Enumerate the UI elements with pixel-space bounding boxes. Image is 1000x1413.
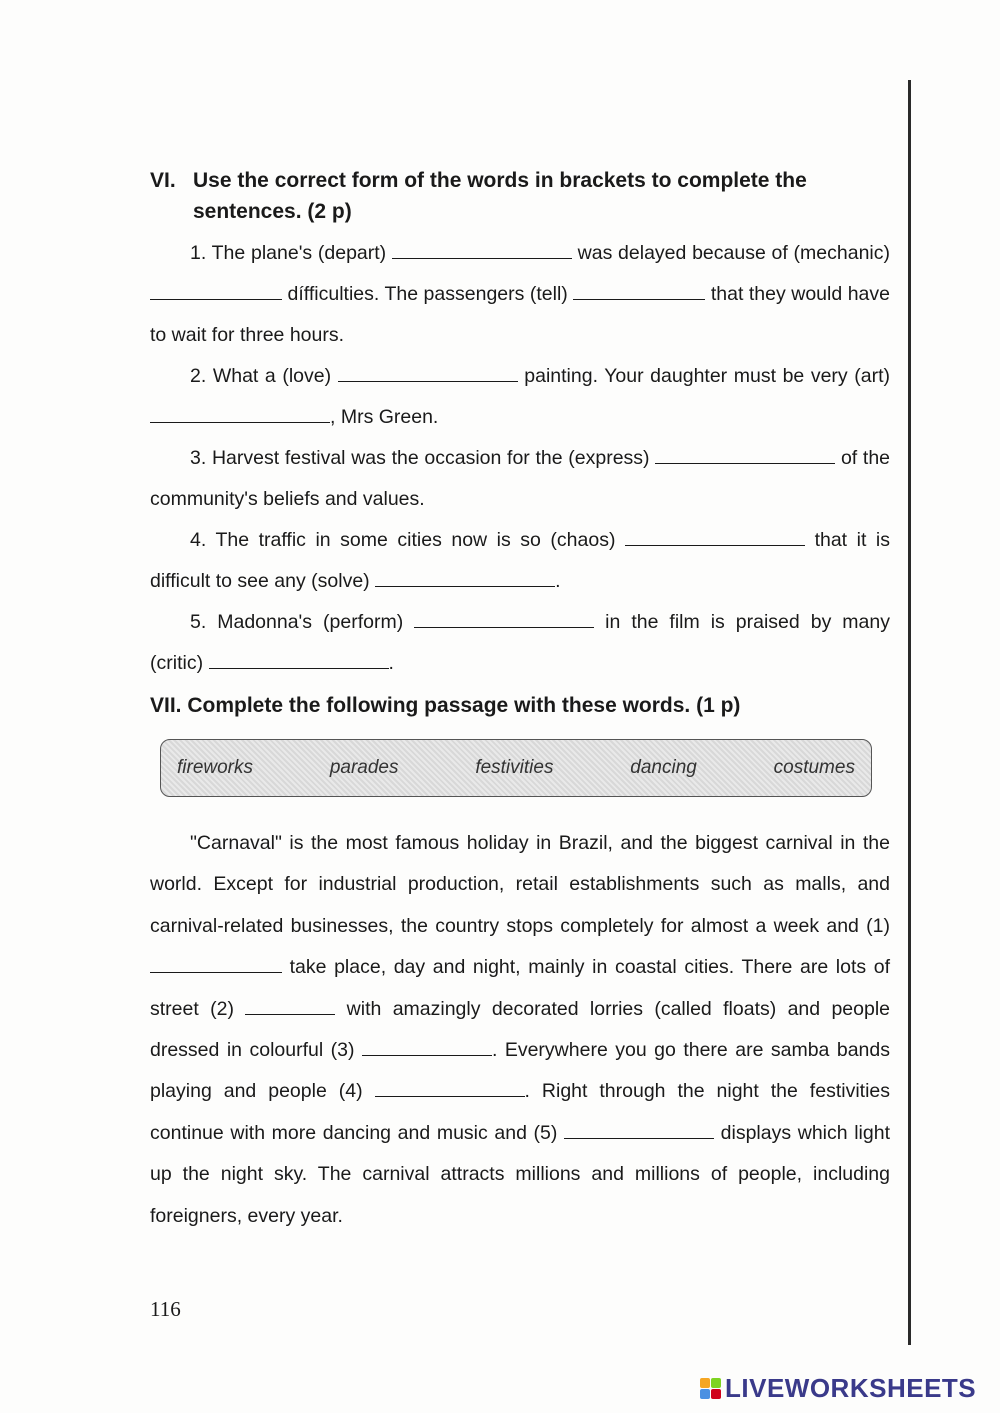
passage-text-6: displays which light up the night sky. The carnival attracts millions and millions of people, including foreigners, every year.	[150, 1121, 890, 1227]
item-4-text-c: .	[555, 570, 561, 592]
item-5-text-a: 5. Madonna's (perform)	[190, 611, 404, 633]
word-bank-word: festivities	[475, 757, 554, 778]
passage-text-1: "Carnaval" is the most famous holiday in Brazil, and the biggest carnival in the world. Except for industrial production, retail establishments such as malls, and carnival-related businesses, the country stops completely for almost a week and (1)	[150, 832, 890, 937]
word-bank-word: dancing	[630, 757, 697, 778]
liveworksheets-logo-icon	[700, 1378, 721, 1399]
item-3-text-a: 3. Harvest festival was the occasion for the (express)	[190, 447, 650, 469]
word-bank-word: fireworks	[177, 757, 254, 778]
item-4	[150, 520, 890, 602]
section-vii-number: VII.	[150, 694, 182, 717]
item-2-text-c: , Mrs Green.	[330, 406, 439, 428]
liveworksheets-watermark	[700, 1373, 976, 1404]
item-1-blank-3[interactable]	[573, 285, 705, 300]
item-5-blank-1[interactable]	[414, 613, 594, 628]
item-2-blank-2[interactable]	[150, 408, 330, 423]
item-3-text-b: of the community's beliefs and values.	[150, 447, 891, 510]
word-bank-box	[160, 739, 872, 797]
passage-text-5: . Right through the night the festivities continue with more dancing and music and (5)	[150, 1080, 890, 1144]
section-vii-heading	[150, 690, 890, 721]
passage-text-2: take place, day and night, mainly in coastal cities. There are lots of street (2)	[150, 956, 890, 1020]
item-2-blank-1[interactable]	[338, 367, 518, 382]
section-vii	[150, 690, 890, 1237]
watermark-text: LIVEWORKSHEETS	[725, 1373, 977, 1403]
carnival-passage	[150, 823, 890, 1237]
word-bank-word: parades	[329, 757, 399, 778]
worksheet-content	[150, 165, 890, 1237]
logo-square-icon	[711, 1378, 721, 1388]
item-2-text-a: 2. What a (love)	[190, 365, 332, 387]
section-vi	[150, 165, 890, 684]
passage-paragraph	[150, 823, 890, 1237]
item-4-text-a: 4. The traffic in some cities now is so (chaos)	[190, 529, 616, 551]
item-5	[150, 602, 890, 684]
section-vi-heading	[150, 165, 890, 227]
item-1	[150, 233, 890, 356]
item-5-text-b: in the film is praised by many (critic)	[150, 611, 890, 674]
item-2-text-b: painting. Your daughter must be very (art)	[524, 365, 890, 387]
item-5-text-c: .	[388, 652, 394, 674]
passage-text-4: . Everywhere you go there are samba bands playing and people (4)	[150, 1039, 890, 1103]
item-1-text-d: that they would have to wait for three hours.	[150, 283, 891, 346]
word-bank-word: costumes	[773, 757, 855, 778]
item-3	[150, 438, 890, 520]
logo-square-icon	[700, 1378, 710, 1388]
passage-blank-4[interactable]	[375, 1082, 525, 1097]
section-vi-number: VI.	[150, 169, 176, 192]
item-1-text-c: dífficulties. The passengers (tell)	[287, 283, 568, 305]
section-vii-title: Complete the following passage with these words. (1 p)	[187, 694, 741, 717]
binding-edge-line	[908, 80, 911, 1345]
passage-blank-3[interactable]	[362, 1041, 492, 1056]
passage-blank-1[interactable]	[150, 958, 282, 973]
passage-blank-5[interactable]	[564, 1124, 714, 1139]
item-5-blank-2[interactable]	[209, 654, 389, 669]
item-1-text-b: was delayed because of (mechanic)	[577, 242, 890, 264]
item-1-blank-1[interactable]	[392, 244, 572, 259]
passage-text-3: with amazingly decorated lorries (called floats) and people dressed in colourful (3)	[150, 997, 891, 1062]
item-2	[150, 356, 890, 438]
item-4-text-b: that it is difficult to see any (solve)	[150, 529, 891, 592]
logo-square-icon	[711, 1389, 721, 1399]
page-number: 116	[150, 1297, 181, 1321]
item-4-blank-1[interactable]	[625, 531, 805, 546]
item-1-text-a: 1. The plane's (depart)	[190, 242, 387, 264]
logo-square-icon	[700, 1389, 710, 1399]
item-1-blank-2[interactable]	[150, 285, 282, 300]
section-vi-title: Use the correct form of the words in brackets to complete the sentences. (2 p)	[193, 169, 807, 223]
passage-blank-2[interactable]	[245, 1000, 335, 1015]
item-3-blank-1[interactable]	[655, 449, 835, 464]
item-4-blank-2[interactable]	[375, 572, 555, 587]
